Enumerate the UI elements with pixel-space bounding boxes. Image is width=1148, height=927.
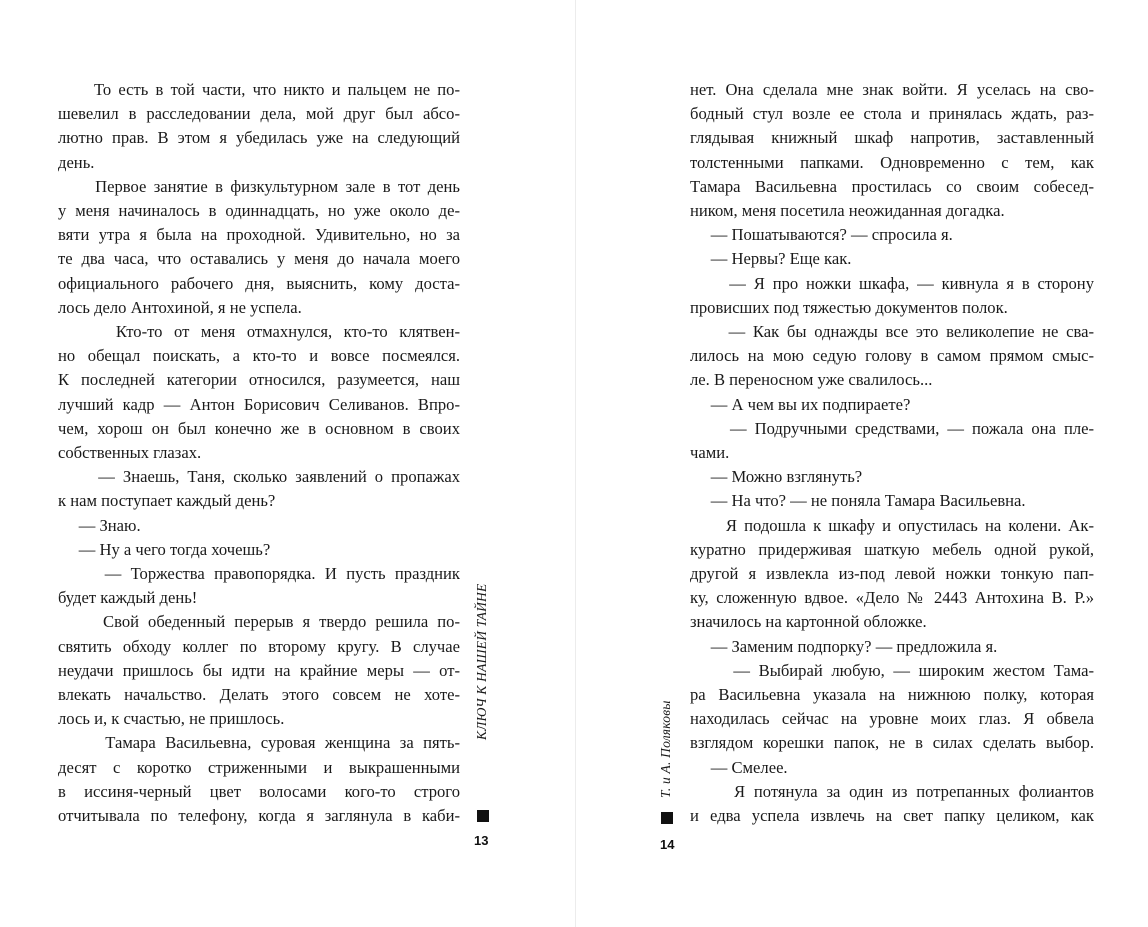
- text-line: Тамара Васильевна простилась со своим собесед-: [690, 176, 1094, 196]
- text-line: — Торжества правопорядка. И пусть праздник: [58, 564, 460, 584]
- text-line: взглядом корешки папок, не в силах сделать выбор.: [690, 733, 1094, 753]
- text-line: куратно придерживая шаткую мебель одной рукой,: [690, 539, 1094, 559]
- text-line: — Знаю.: [58, 515, 141, 535]
- left-page-text: [58, 78, 460, 828]
- text-line: но обещал поискать, а кто-то и вовсе посмеялся.: [58, 346, 460, 366]
- text-line: Свой обеденный перерыв я твердо решила по-: [58, 612, 460, 632]
- text-line: глядывая книжный шкаф напротив, заставленный: [690, 128, 1094, 148]
- text-line: будет каждый день!: [58, 588, 198, 608]
- text-line: лось и, к счастью, не пришлось.: [58, 709, 285, 729]
- text-line: — Я про ножки шкафа, — кивнула я в сторону: [690, 273, 1094, 293]
- right-page-number: 14: [660, 837, 675, 852]
- text-line: толстенными папками. Одновременно с тем, как: [690, 152, 1094, 172]
- text-line: святить обходу коллег по второму кругу. В случае: [58, 636, 460, 656]
- text-line: Я потянула за один из потрепанных фолиантов: [690, 781, 1094, 801]
- right-page-marker: [661, 812, 673, 824]
- text-line: — Ну а чего тогда хочешь?: [58, 539, 271, 559]
- text-line: — Знаешь, Таня, сколько заявлений о пропажах: [58, 467, 460, 487]
- text-line: шевелил в расследовании дела, мой друг был абсо-: [58, 104, 460, 124]
- text-line: ра Васильевна указала на нижнюю полку, которая: [690, 685, 1094, 705]
- text-line: у меня начиналось в одиннадцать, но уже около де-: [58, 201, 460, 221]
- text-line: бодный стул возле ее стола и принялась ждать, раз-: [690, 104, 1094, 124]
- text-line: другой я извлекла из-под левой ножки тонкую пап-: [690, 564, 1094, 584]
- text-line: — А чем вы их подпираете?: [690, 394, 911, 414]
- left-page-number: 13: [474, 833, 489, 848]
- text-line: нет. Она сделала мне знак войти. Я уселась на сво-: [690, 80, 1094, 99]
- text-line: лучший кадр — Антон Борисович Селиванов. Впро-: [58, 394, 460, 414]
- text-line: находилась сейчас на уровне моих глаз. Я обвела: [690, 709, 1094, 729]
- text-line: лютно прав. В этом я убедилась уже на следующий: [58, 128, 460, 148]
- text-line: провисших под тяжестью документов полок.: [690, 297, 1008, 317]
- text-line: к нам поступает каждый день?: [58, 491, 276, 511]
- text-line: Тамара Васильевна, суровая женщина за пять-: [58, 733, 460, 753]
- text-line: в иссиня-черный цвет волосами кого-то строго: [58, 781, 460, 801]
- text-line: Кто-то от меня отмахнулся, кто-то клятвен-: [58, 322, 460, 342]
- text-line: те два часа, что оставались у меня до начала моего: [58, 249, 460, 269]
- text-line: чами.: [690, 443, 730, 463]
- text-line: ником, меня посетила неожиданная догадка.: [690, 201, 1005, 221]
- text-line: и едва успела извлечь на свет папку целиком, как: [690, 806, 1094, 826]
- text-line: К последней категории относился, разумеется, наш: [58, 370, 460, 390]
- right-running-head: Т. и А. Поляковы: [658, 700, 673, 798]
- text-line: — Нервы? Еще как.: [690, 249, 852, 269]
- text-line: — Подручными средствами, — пожала она пле-: [690, 418, 1094, 438]
- text-line: — Можно взглянуть?: [690, 467, 863, 487]
- text-line: ле. В переносном уже свалилось...: [690, 370, 933, 390]
- text-line: десят с коротко стриженными и выкрашенными: [58, 757, 460, 777]
- text-line: значилось на картонной обложке.: [690, 612, 927, 632]
- text-line: — Заменим подпорку? — предложила я.: [690, 636, 998, 656]
- text-line: вяти утра я была на проходной. Удивительно, но за: [58, 225, 460, 245]
- right-page-text: [690, 78, 1094, 828]
- text-line: То есть в той части, что никто и пальцем не по-: [58, 80, 460, 99]
- text-line: неудачи пришлось бы идти на крайние меры — от-: [58, 660, 460, 680]
- text-line: — Пошатываются? — спросила я.: [690, 225, 953, 245]
- text-line: Первое занятие в физкультурном зале в тот день: [58, 176, 460, 196]
- text-line: лось дело Антохиной, я не успела.: [58, 297, 302, 317]
- left-running-head: КЛЮЧ К НАШЕЙ ТАЙНЕ: [474, 584, 489, 741]
- text-line: — Как бы однажды все это великолепие не сва-: [690, 322, 1094, 342]
- text-line: — Выбирай любую, — широким жестом Тама-: [690, 660, 1094, 680]
- left-page-marker: [477, 810, 489, 822]
- text-line: — Смелее.: [690, 757, 788, 777]
- text-line: влекать начальство. Делать этого совсем не хоте-: [58, 685, 460, 705]
- text-line: отчитывала по телефону, когда я заглянула в каби-: [58, 806, 460, 826]
- text-line: собственных глазах.: [58, 443, 202, 463]
- book-gutter: [575, 0, 576, 927]
- text-line: — На что? — не поняла Тамара Васильевна.: [690, 491, 1026, 511]
- text-line: день.: [58, 152, 95, 172]
- text-line: ку, сложенную вдвое. «Дело № 2443 Антохина В. Р.»: [690, 588, 1094, 608]
- text-line: Я подошла к шкафу и опустилась на колени. Ак-: [690, 515, 1094, 535]
- text-line: чем, хорош он был конечно же в основном в своих: [58, 418, 460, 438]
- text-line: официального рабочего дня, выяснить, кому доста-: [58, 273, 460, 293]
- text-line: лилось на мою седую голову в самом прямом смыс-: [690, 346, 1094, 366]
